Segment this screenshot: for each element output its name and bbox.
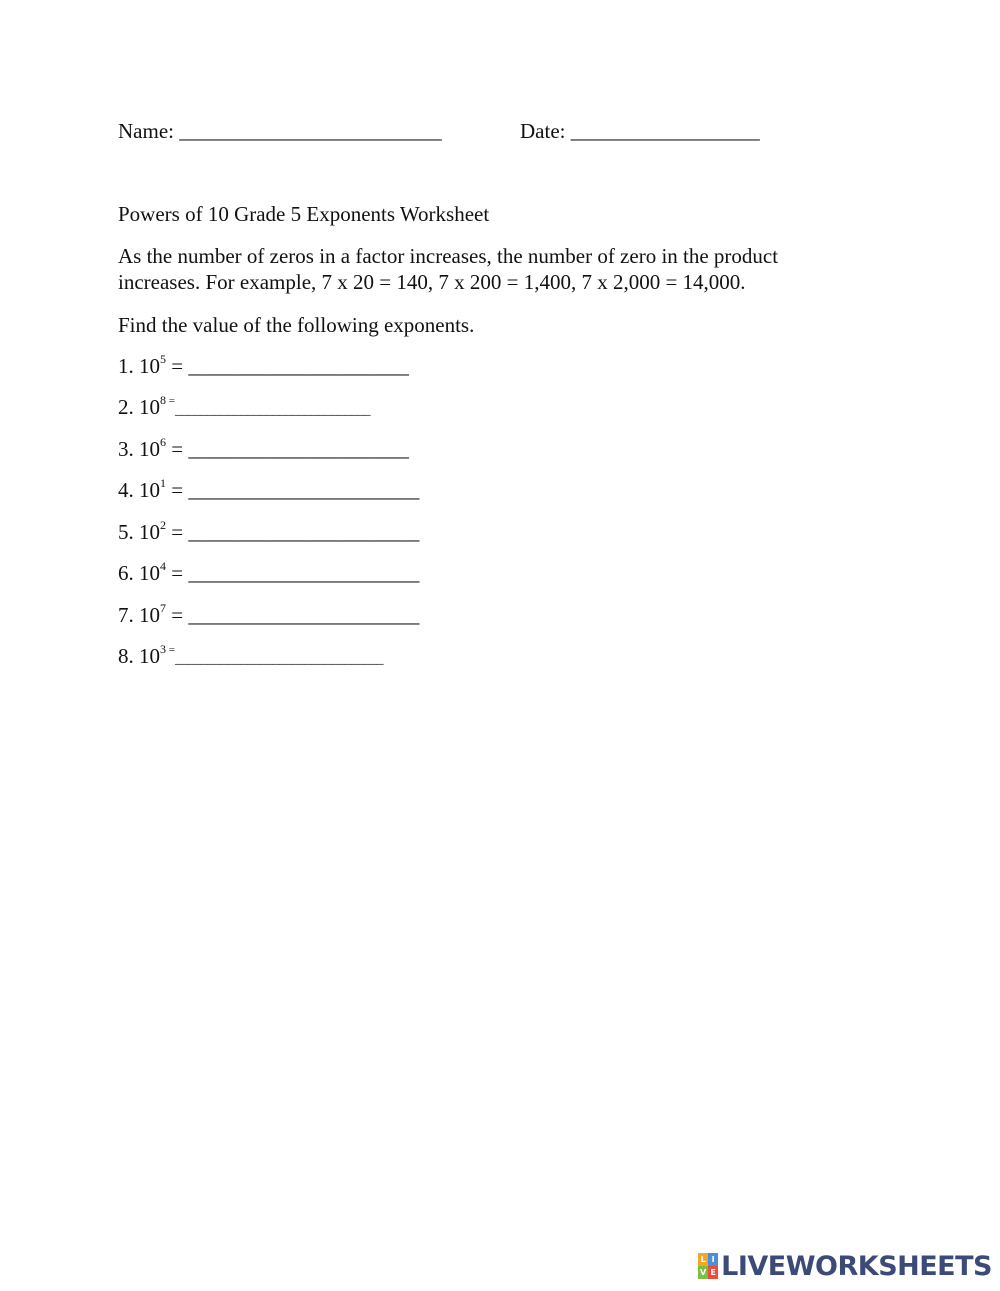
question-exponent: 1 (160, 476, 166, 490)
question-exponent: 4 (160, 559, 166, 573)
question-item (118, 643, 383, 673)
question-equals: = (166, 478, 184, 502)
answer-blank[interactable]: ______________________ (183, 603, 420, 627)
date-field[interactable]: Date: __________________ (520, 119, 760, 143)
instruction-text: Find the value of the following exponents. (118, 313, 475, 337)
question-base: 6. 10 (118, 561, 160, 585)
question-item (118, 436, 409, 462)
name-field[interactable]: Name: _________________________ (118, 119, 442, 143)
answer-blank[interactable]: _____________________ (183, 437, 409, 461)
answer-blank[interactable]: ______________________________ (174, 403, 370, 418)
question-exponent: 7 (160, 601, 166, 615)
question-base: 1. 10 (118, 354, 160, 378)
question-exponent: 3 (160, 642, 166, 656)
answer-blank[interactable]: ______________________ (183, 478, 420, 502)
logo-mark-letter: I (708, 1253, 718, 1266)
question-base: 2. 10 (118, 395, 160, 419)
question-equals: = (166, 437, 184, 461)
question-equals: = (166, 354, 184, 378)
logo-mark-letter: V (700, 1268, 707, 1277)
liveworksheets-logo-icon (698, 1253, 718, 1279)
question-exponent: 8 (160, 393, 166, 407)
question-item (118, 477, 419, 503)
question-base: 5. 10 (118, 520, 160, 544)
question-equals: = (166, 603, 184, 627)
logo-mark-letter: L (698, 1253, 708, 1266)
question-equals: = (166, 395, 175, 407)
answer-blank[interactable]: ________________________________ (174, 652, 383, 667)
question-equals: = (166, 561, 184, 585)
liveworksheets-logo (698, 1251, 992, 1281)
question-base: 3. 10 (118, 437, 160, 461)
question-equals: = (166, 644, 175, 656)
question-base: 4. 10 (118, 478, 160, 502)
question-equals: = (166, 520, 184, 544)
answer-blank[interactable]: _____________________ (183, 354, 409, 378)
question-item (118, 519, 419, 545)
question-base: 8. 10 (118, 644, 160, 668)
logo-mark-letter: E (708, 1266, 718, 1279)
question-item (118, 394, 370, 424)
question-item (118, 602, 419, 628)
question-item (118, 353, 409, 379)
question-exponent: 2 (160, 518, 166, 532)
answer-blank[interactable]: ______________________ (183, 561, 420, 585)
question-base: 7. 10 (118, 603, 160, 627)
question-exponent: 5 (160, 352, 166, 366)
question-item (118, 560, 419, 586)
worksheet-title: Powers of 10 Grade 5 Exponents Worksheet (118, 202, 490, 226)
answer-blank[interactable]: ______________________ (183, 520, 420, 544)
intro-paragraph: As the number of zeros in a factor increases, the number of zero in the product increases. For example, 7 x 20 = 140, 7 x 200 = 1,400, 7 x 2,000 = 14,000. (118, 244, 779, 294)
question-exponent: 6 (160, 435, 166, 449)
logo-text: LIVEWORKSHEETS (721, 1250, 992, 1282)
